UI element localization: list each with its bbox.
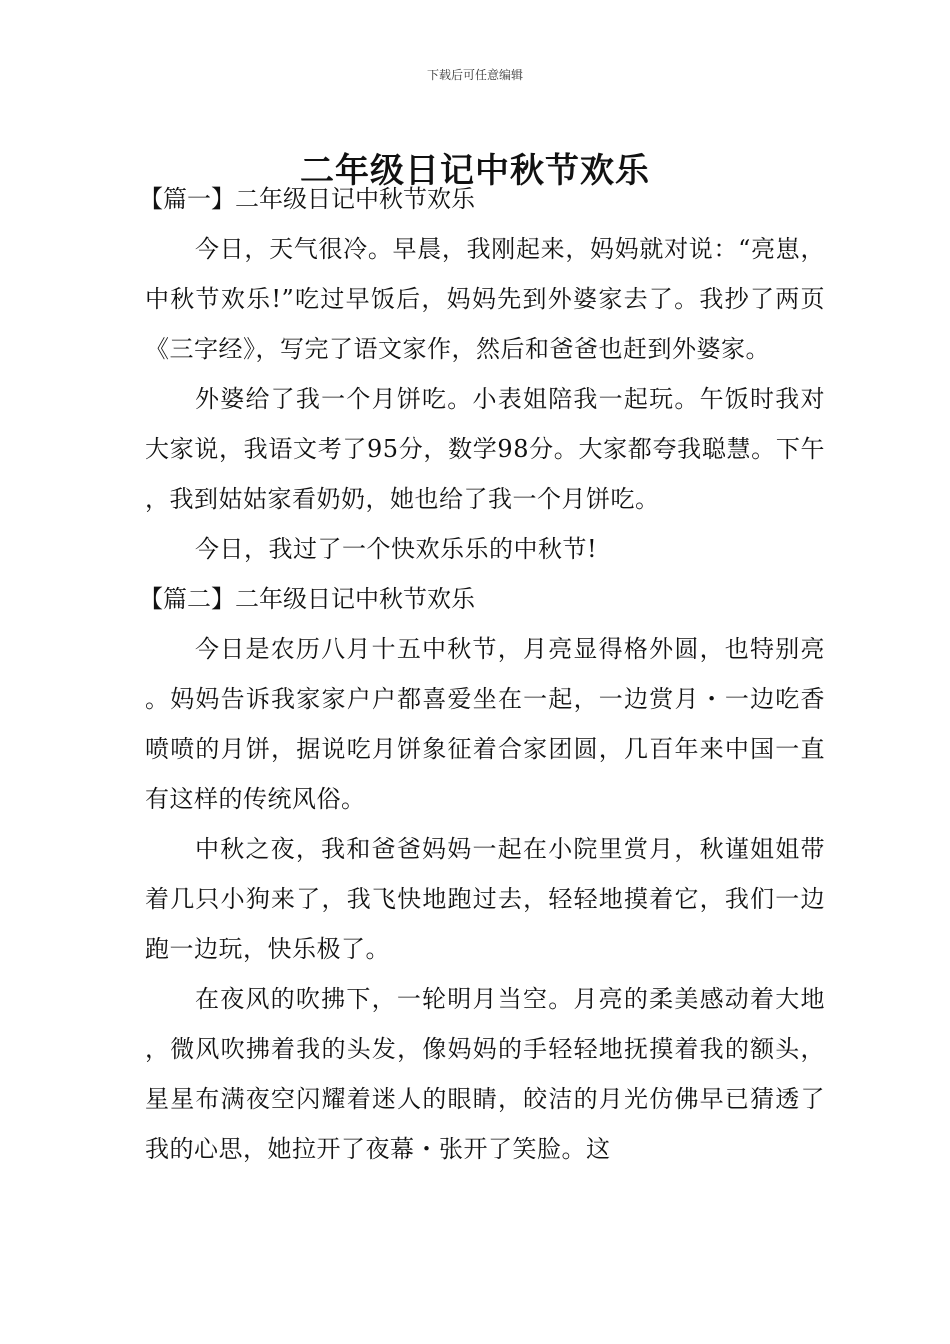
section-two — [139, 574, 825, 1174]
section-heading: 【篇一】二年级日记中秋节欢乐 — [139, 185, 475, 213]
document-body — [139, 174, 825, 1174]
paragraph: 今日，我过了一个快欢乐乐的中秋节! — [195, 535, 598, 563]
header-note: 下载后可任意编辑 — [426, 68, 523, 82]
section-one — [139, 174, 825, 574]
paragraph: 中秋之夜，我和爸爸妈妈一起在小院里赏月，秋谨姐姐带着几只小狗来了，我飞快地跑过去，轻轻地摸着它，我们一边跑一边玩，快乐极了。 — [145, 835, 825, 963]
section-heading: 【篇二】二年级日记中秋节欢乐 — [139, 585, 475, 613]
paragraph: 今日，天气很冷。早晨，我刚起来，妈妈就对说：“亮崽，中秋节欢乐!”吃过早饭后，妈妈先到外婆家去了。我抄了两页《三字经》，写完了语文家作，然后和爸爸也赶到外婆家。 — [145, 235, 825, 363]
page-title: 二年级日记中秋节欢乐 — [300, 150, 650, 191]
paragraph: 外婆给了我一个月饼吃。小表姐陪我一起玩。午饭时我对大家说，我语文考了95分，数学98分。大家都夸我聪慧。下午，我到姑姑家看奶奶，她也给了我一个月饼吃。 — [145, 385, 825, 513]
paragraph: 今日是农历八月十五中秋节，月亮显得格外圆，也特别亮。妈妈告诉我家家户户都喜爱坐在一起，一边赏月・一边吃香喷喷的月饼，据说吃月饼象征着合家团圆，几百年来中国一直有这样的传统风俗。 — [145, 635, 825, 813]
paragraph: 在夜风的吹拂下，一轮明月当空。月亮的柔美感动着大地，微风吹拂着我的头发，像妈妈的手轻轻地抚摸着我的额头，星星布满夜空闪耀着迷人的眼睛，皎洁的月光仿佛早已猜透了我的心思，她拉开了夜幕・张开了笑脸。这 — [145, 985, 825, 1163]
